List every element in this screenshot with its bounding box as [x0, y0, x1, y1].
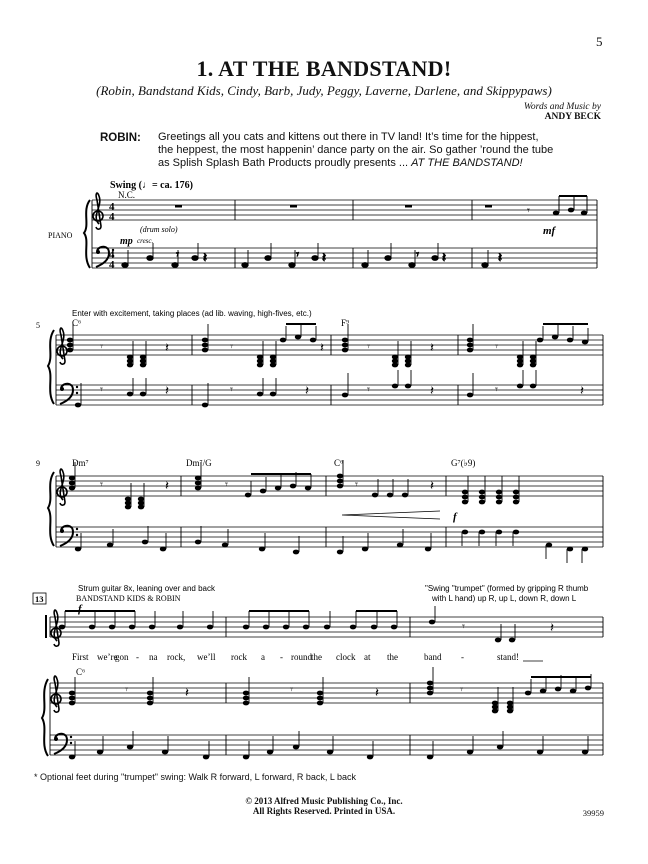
eighth-rest: 𝄾	[100, 479, 103, 491]
notehead	[427, 686, 433, 691]
notehead	[555, 687, 561, 692]
chord-symbol: Dm⁷	[72, 458, 89, 468]
footnote: * Optional feet during "trumpet" swing: Walk R forward, L forward, R back, L back	[34, 772, 357, 782]
lyric-syllable: the	[387, 652, 398, 662]
treble-clef-icon	[57, 469, 67, 505]
eighth-rest: 𝄾	[225, 479, 228, 491]
notehead	[317, 701, 323, 706]
lyric-syllable: na	[149, 652, 158, 662]
dialogue-line: Greetings all you cats and kittens out there in TV land! It’s time for the hippest,	[158, 131, 539, 143]
notehead	[69, 755, 75, 760]
notehead	[362, 263, 368, 268]
notehead	[409, 263, 415, 268]
stage-direction: "Swing "trumpet" (formed by gripping R thumb	[425, 584, 589, 593]
notehead	[546, 543, 552, 548]
notehead	[385, 256, 391, 261]
notehead	[467, 343, 473, 348]
notehead	[162, 750, 168, 755]
eighth-rest: 𝄾	[416, 249, 419, 261]
notehead	[312, 256, 318, 261]
lyric-syllable: the	[311, 652, 322, 662]
quarter-rest: 𝄽	[498, 250, 502, 265]
notehead	[270, 392, 276, 397]
notehead	[496, 500, 502, 505]
notehead	[203, 755, 209, 760]
brace	[84, 200, 90, 268]
chord-symbol: C⁶	[334, 458, 344, 468]
notehead	[496, 490, 502, 495]
notehead	[109, 625, 115, 630]
notehead	[517, 384, 523, 389]
notehead	[207, 625, 213, 630]
notehead	[372, 493, 378, 498]
eighth-rest: 𝄾	[290, 684, 293, 696]
notehead	[97, 750, 103, 755]
dialogue-line: as Splish Splash Bath Products proudly presents ... AT THE BANDSTAND!	[158, 157, 523, 169]
notehead	[585, 686, 591, 691]
chord-symbol: G⁷(♭9)	[451, 458, 476, 468]
notehead	[327, 750, 333, 755]
lyric-syllable: stand!	[497, 652, 519, 662]
notehead	[69, 701, 75, 706]
notehead	[69, 691, 75, 696]
notehead	[427, 755, 433, 760]
treble-staff	[56, 476, 603, 496]
notehead	[280, 338, 286, 343]
notehead	[317, 696, 323, 701]
notehead	[172, 263, 178, 268]
notehead	[479, 490, 485, 495]
notehead	[342, 338, 348, 343]
notehead	[402, 493, 408, 498]
notehead	[275, 486, 281, 491]
eighth-rest: 𝄾	[367, 341, 370, 353]
notehead	[513, 530, 519, 535]
brace	[42, 679, 48, 756]
notehead	[462, 500, 468, 505]
bass-staff	[56, 527, 603, 547]
catalog-number: 39959	[582, 808, 604, 818]
lyric-syllable: we’ll	[197, 652, 216, 662]
dialogue-line: the heppest, the most happenin’ dance party on the air. So gather ’round the tube	[158, 144, 554, 156]
stage-direction: Enter with excitement, taking places (ad lib. waving, high-fives, etc.)	[72, 309, 312, 318]
notehead	[509, 638, 515, 643]
notehead	[310, 338, 316, 343]
lyric-syllable: we’re	[97, 652, 118, 662]
notehead	[147, 701, 153, 706]
notehead	[195, 486, 201, 491]
rests	[175, 205, 492, 208]
notehead	[342, 348, 348, 353]
time-sig-top: 4	[109, 249, 115, 261]
notehead	[467, 348, 473, 353]
treble-staff	[50, 683, 603, 703]
notehead	[245, 493, 251, 498]
quarter-rest: 𝄽	[430, 478, 434, 493]
notehead	[260, 489, 266, 494]
chord-symbol: C⁶	[72, 318, 82, 328]
notehead	[127, 363, 133, 368]
copyright-line: All Rights Reserved. Printed in USA.	[252, 806, 396, 816]
quarter-rest: 𝄽	[320, 340, 324, 355]
notehead	[69, 476, 75, 481]
notehead	[69, 486, 75, 491]
notehead	[427, 681, 433, 686]
system-3	[36, 458, 603, 563]
eighth-rest: 𝄾	[367, 384, 370, 396]
bass-staff	[92, 248, 597, 268]
notehead	[142, 540, 148, 545]
song-title: 1. AT THE BANDSTAND!	[196, 56, 452, 81]
notehead	[513, 500, 519, 505]
eighth-rest: 𝄾	[230, 384, 233, 396]
notehead	[195, 540, 201, 545]
notehead	[177, 625, 183, 630]
quarter-rest: 𝄽	[305, 383, 309, 398]
notehead	[147, 691, 153, 696]
brace	[48, 472, 54, 546]
copyright-line: © 2013 Alfred Music Publishing Co., Inc.	[245, 796, 403, 806]
notehead	[202, 338, 208, 343]
notehead	[257, 363, 263, 368]
notehead	[479, 530, 485, 535]
notehead	[337, 550, 343, 555]
time-sig-bottom: 4	[109, 211, 115, 223]
notehead	[387, 493, 393, 498]
notehead	[530, 363, 536, 368]
chord-symbol: Dm⁷/G	[186, 458, 212, 468]
rehearsal-number: 13	[35, 594, 44, 604]
notehead	[303, 625, 309, 630]
notehead	[429, 620, 435, 625]
notehead	[202, 348, 208, 353]
cast-list: (Robin, Bandstand Kids, Cindy, Barb, Judy, Peggy, Laverne, Darlene, and Skippypaws)	[96, 83, 552, 98]
system-1	[48, 180, 597, 271]
pickup-notes	[553, 196, 587, 215]
chord-symbol: F⁹	[341, 318, 350, 328]
notehead	[270, 363, 276, 368]
quarter-rest: 𝄽	[203, 250, 207, 265]
notehead	[513, 490, 519, 495]
notehead	[129, 625, 135, 630]
measure-number: 9	[36, 459, 40, 468]
time-sig-top: 4	[109, 201, 115, 213]
copyright	[0, 796, 648, 816]
eighth-rest: 𝄾	[460, 684, 463, 696]
notehead	[513, 495, 519, 500]
quarter-rest: 𝄽	[185, 685, 189, 700]
no-chord-label: N.C.	[118, 190, 136, 200]
lyrics	[72, 652, 543, 662]
notehead	[283, 625, 289, 630]
notehead	[149, 625, 155, 630]
notehead	[125, 505, 131, 510]
eighth-rest: 𝄾	[176, 249, 179, 261]
notehead	[337, 484, 343, 489]
notehead	[122, 263, 128, 268]
eighth-rest: 𝄾	[355, 479, 358, 491]
notehead	[202, 403, 208, 408]
notehead	[371, 625, 377, 630]
voice-label: BANDSTAND KIDS & ROBIN	[76, 594, 181, 603]
notehead	[392, 384, 398, 389]
lyric-syllable: First	[72, 652, 89, 662]
quarter-rest: 𝄽	[165, 383, 169, 398]
notehead	[324, 625, 330, 630]
notehead	[263, 625, 269, 630]
notehead	[391, 625, 397, 630]
dynamic-f: f	[453, 511, 457, 523]
notehead	[496, 495, 502, 500]
page-number: 5	[596, 34, 603, 49]
notehead	[289, 263, 295, 268]
notehead	[243, 701, 249, 706]
quarter-rest: 𝄽	[550, 620, 554, 635]
notehead	[342, 343, 348, 348]
notehead	[160, 547, 166, 552]
notehead	[462, 530, 468, 535]
barlines	[56, 476, 603, 547]
notehead	[582, 340, 588, 345]
notehead	[405, 384, 411, 389]
notehead	[582, 750, 588, 755]
notehead	[482, 263, 488, 268]
system-4	[33, 584, 603, 759]
notehead	[140, 392, 146, 397]
lyric-syllable: -	[280, 652, 283, 662]
notehead	[530, 384, 536, 389]
notehead	[243, 696, 249, 701]
notehead	[59, 625, 65, 630]
notehead	[75, 547, 81, 552]
notehead	[147, 256, 153, 261]
notehead	[295, 335, 301, 340]
quarter-rest: 𝄽	[430, 383, 434, 398]
notehead	[496, 530, 502, 535]
notehead	[242, 263, 248, 268]
notehead	[525, 691, 531, 696]
notehead	[567, 338, 573, 343]
notehead	[89, 625, 95, 630]
lyric-syllable: rock,	[167, 652, 186, 662]
notehead	[462, 495, 468, 500]
notehead	[362, 547, 368, 552]
dialogue-emphasis: AT THE BANDSTAND!	[411, 157, 523, 169]
notehead	[69, 696, 75, 701]
composer-name: ANDY BECK	[544, 112, 601, 122]
quarter-rest: 𝄽	[375, 685, 379, 700]
notehead	[337, 474, 343, 479]
notehead	[195, 481, 201, 486]
notehead	[425, 547, 431, 552]
notehead	[367, 755, 373, 760]
quarter-rest: 𝄽	[165, 340, 169, 355]
notehead	[290, 484, 296, 489]
chord-symbol: C⁶	[76, 667, 86, 677]
bass-notes	[122, 243, 502, 267]
notehead	[497, 745, 503, 750]
eighth-rest: 𝄾	[296, 249, 299, 261]
treble-staff	[92, 200, 597, 220]
notehead	[293, 745, 299, 750]
eighth-rest: 𝄾	[230, 341, 233, 353]
dynamic-mp: mp	[120, 236, 133, 247]
notehead	[427, 691, 433, 696]
lyric-syllable: round	[291, 652, 312, 662]
instrument-label: PIANO	[48, 231, 73, 240]
lyric-syllable: -	[136, 652, 139, 662]
notehead	[222, 543, 228, 548]
performance-note: (drum solo)	[140, 225, 178, 234]
notehead	[567, 547, 573, 552]
notehead	[540, 689, 546, 694]
notehead	[582, 547, 588, 552]
notehead	[127, 392, 133, 397]
notehead	[138, 505, 144, 510]
notehead	[517, 363, 523, 368]
system-2	[36, 309, 603, 407]
notehead	[305, 486, 311, 491]
notehead	[265, 256, 271, 261]
notehead	[507, 709, 513, 714]
bass-clef-icon	[60, 526, 78, 546]
notehead	[147, 696, 153, 701]
notehead	[467, 393, 473, 398]
barlines	[56, 335, 603, 405]
brace	[48, 330, 54, 404]
notehead	[257, 392, 263, 397]
notehead	[243, 755, 249, 760]
notehead	[479, 495, 485, 500]
lyric-syllable: at	[364, 652, 371, 662]
notehead	[202, 343, 208, 348]
measure-number: 5	[36, 321, 40, 330]
credit-label: Words and Music by	[523, 102, 601, 112]
notehead	[492, 709, 498, 714]
eighth-rest: 𝄾	[125, 684, 128, 696]
notehead	[342, 393, 348, 398]
notehead	[467, 338, 473, 343]
dynamic-cresc: cresc.	[137, 237, 154, 245]
eighth-rest: 𝄾	[495, 341, 498, 353]
notehead	[67, 343, 73, 348]
tempo-marking: Swing (♩= ca. 176)	[110, 180, 193, 191]
notehead	[467, 750, 473, 755]
notehead	[537, 338, 543, 343]
time-sig-bottom: 4	[109, 259, 115, 271]
eighth-rest: 𝄾	[462, 621, 465, 633]
notehead	[462, 490, 468, 495]
quarter-rest: 𝄽	[442, 250, 446, 265]
notehead	[69, 481, 75, 486]
notehead	[552, 335, 558, 340]
notehead	[67, 348, 73, 353]
notehead	[107, 543, 113, 548]
treble-clef-icon	[93, 193, 103, 229]
notehead	[350, 625, 356, 630]
notehead	[570, 689, 576, 694]
notehead	[317, 691, 323, 696]
dynamic-f: f	[78, 603, 82, 615]
hairpin	[342, 511, 440, 519]
notehead	[479, 500, 485, 505]
lyric-syllable: a	[261, 652, 265, 662]
quarter-rest: 𝄽	[580, 383, 584, 398]
lyric-syllable: clock	[336, 652, 356, 662]
quarter-rest: 𝄽	[165, 478, 169, 493]
notehead	[392, 363, 398, 368]
eighth-rest: 𝄾	[527, 205, 530, 217]
dialogue-speaker: ROBIN:	[100, 132, 141, 144]
notehead	[397, 543, 403, 548]
lyric-syllable: rock	[231, 652, 247, 662]
eighth-rest: 𝄾	[100, 341, 103, 353]
notehead	[495, 638, 501, 643]
notehead	[140, 363, 146, 368]
notehead	[337, 479, 343, 484]
notehead	[293, 550, 299, 555]
stage-direction: with L hand) up R, up L, down R, down L	[432, 594, 577, 603]
notehead	[537, 750, 543, 755]
notehead	[243, 625, 249, 630]
treble-clef-icon	[51, 676, 61, 712]
eighth-rest: 𝄾	[100, 384, 103, 396]
notehead	[432, 256, 438, 261]
notehead	[75, 403, 81, 408]
notehead	[267, 750, 273, 755]
dynamic-mf: mf	[543, 225, 556, 237]
bass-clef-icon	[54, 734, 72, 754]
notehead	[67, 338, 73, 343]
piano-notes	[69, 667, 591, 759]
quarter-rest: 𝄽	[430, 340, 434, 355]
quarter-rest: 𝄽	[322, 250, 326, 265]
notehead	[195, 476, 201, 481]
notehead	[259, 547, 265, 552]
lyric-syllable: -	[461, 652, 464, 662]
eighth-rest: 𝄾	[495, 384, 498, 396]
stage-direction: Strum guitar 8x, leaning over and back	[78, 584, 215, 593]
notehead	[243, 691, 249, 696]
notehead	[405, 363, 411, 368]
lyric-syllable: gon	[115, 652, 129, 662]
lyric-syllable: band	[424, 652, 442, 662]
notehead	[192, 256, 198, 261]
chord-notes	[69, 460, 588, 563]
notehead	[127, 745, 133, 750]
treble-clef-icon	[57, 328, 67, 364]
treble-staff	[56, 335, 603, 355]
bass-clef-icon	[60, 384, 78, 404]
